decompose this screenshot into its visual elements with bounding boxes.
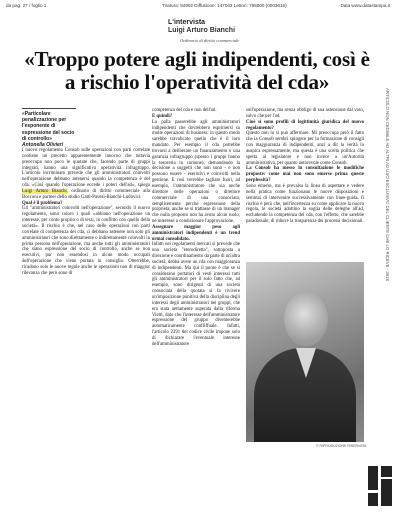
- paragraph: Gli "amministratori coinvolti nell'operazione", secondo il nuovo regolamento, sono coloro i quali «abbiano nell'operazione un interesse, per conto proprio o di terzi, in conflitto con quello della società». Il rischio è che, nel caso delle operazioni con parti correlate di competenza del cda, ci debbano astenere non solo gli amministratori che sono direttamente o indirettamente coinvolti in prima persona nell'operazione, ma anche tutti gli amministratori che siano espressione del socio di controllo, anche se non esecutivi, pur non essendosi in alcun modo occupati dell'operazione che viene portata in consiglio. Otterrebbe, ricadono solo le nuove regole anche le operazioni non di maggior rilevanza che però sono di: [22, 206, 150, 276]
- paragraph: Infatti nei regolamenti mercati si prevede che una società "eterodiretta", sottoposta a direzione e coordinamento da parte di un'altra società, debba avere un cda con maggioranza di indipendenti. Ma qui il punto è che se si considerano portatori di vesti interessi tutti gli amministratori per il solo fatto che, ad esempio, sono dirigenti di una società consociata della quotata si fa rivivere un'imposizione punitiva della disciplina degli interessi degli amministratori nei gruppi, che era stata nettamente superata dalla riforma Vietti, dato che l'interesse dell'amministratore espressione del gruppo diventerebbe automaticamente confliffuale. Infatti, l'articolo 2391 del codice civile impone solo di dichiarare l'eventuale interesse dell'amministratore: [152, 242, 240, 347]
- interviewee-name: Luigi Arturo Bianchi: [168, 27, 236, 34]
- interview-question: Assegnare maggior peso agli amministratori indipendenti è un trend ormai consolidato.: [152, 224, 240, 242]
- article-summary: [22, 108, 76, 148]
- article-column-2: [152, 108, 240, 348]
- interview-question: La Consob ha messo in consultazione le modifiche proposte: come mai non sono emerse prima queste perplessità?: [246, 166, 364, 184]
- article-author: Antonella Olivieri: [22, 142, 64, 149]
- interview-question: Qual è il problema?: [22, 200, 63, 206]
- article-column-3: [246, 108, 364, 225]
- interview-question: Cioè si sono profili di legittimità giuridica del nuovo regolamento?: [246, 119, 364, 131]
- article-column-1: [22, 148, 150, 277]
- clipping-header: [0, 0, 400, 12]
- article-headline: «Troppo potere agli indipendenti, così è a rischio l'operatività del cda»: [24, 47, 370, 94]
- section-kicker: L'intervista: [168, 19, 206, 26]
- summary-rule: [22, 108, 76, 109]
- paragraph: Sono emerse, ma è prevalsa la linea di aspettare e vedere nella pratica come funzionano le nuove disposizioni e semmai di intervenire successivamente con linee-guida. Il rischio è però che, nell'incertezza su come applicare la nuova regola, le società adottino la soglia delle deleghe all'ad, escludendo la competenza del cda, con l'effetto, che sarebbe paradossale, di ridurre la trasparenza dei processi decisionali.: [246, 183, 364, 225]
- margin-notice: ARTICOLO NON CEDIBILE AD ALTRI AD USO ESCLUSIVO DEL CLIENTE CHE LO RICEVE - 3618: [385, 88, 390, 281]
- page-reference: da pag. 27 / foglio 1: [6, 3, 47, 8]
- interviewee-role: Ordinario di diritto commerciale: [180, 38, 240, 43]
- summary-text: «Particolare penalizzazione per l'esponente di espressione del socio di controllo»: [22, 111, 75, 142]
- newspaper-logo-icon: [368, 466, 392, 506]
- interview-question: E quindi?: [152, 113, 173, 119]
- photo-face: [284, 292, 328, 346]
- paragraph: Questo non lo si può affermare. Mi preoccupa però il fatto che la Consob sembri spingere per la formazione di consigli con maggioranza di indipendenti, anzi a dir la verità lo auspica espressamente, ma questa è una scelta politica che spetta al legislatore e non invece a un'Autorità amministrativa, per quanto autorevole come Consob.: [246, 131, 364, 166]
- paragraph: sull'operazione, ma senza obbligo di sua astensione dal voto, salvo che per l'ad.: [246, 108, 364, 119]
- paragraph: I nuovo regolamento Consob sulle operazioni con parti correlate contiene un precetto apparentemente innocuo che tuttavia preoccupa non poco le quotate che, facendo parte di gruppi integrati, hanno una significativa operatività infragruppo. L'articolo incriminato prevede che gli amministratori coinvolti nell'operazione debbano astenersi quando la competenza è del cda. «Così quando l'operazione eccede i poteri dell'ad», spiega Luigi Arturo Bianchi, ordinario di diritto commerciale alla Bocconi e partner dello studio Gatti-Pavesi-Bianchi-Ludovici.: [22, 148, 150, 200]
- photo-credit: © RIPRODUZIONE RISERVATA: [316, 444, 367, 448]
- paragraph: competenza del cda e non dell'ad.: [152, 108, 217, 113]
- circulation-info: Tiratura: 94902 Diffusione: 147043 Lettori: 765000 (0003616): [162, 3, 287, 8]
- source-site: Data www.datastampa.it: [340, 3, 390, 8]
- paragraph: La palla passerebbe agli amministratori indipendenti che dovrebbero esprimersi su molte operazioni di business: in questo modo sarebbe travalicato quello che è il loro mandato. Per esempio il cda potrebbe trovarsi a deliberare un finanziamento o una garanzia infragruppo (spesso i gruppi hanno la tesoreria in comune), demandando la decisione a soggetti che non sono - e non possono essere - esecutivi e coinvolti nella gestione. E così verrebbe tagliato fuori, ad esempio, l'amministratore che sia anche direttore delle operazioni o direttore commerciale di una consociata, semplicemente perché espressione della proprietà, anche se si trattasse di un manager che nulla proposto non ha avuto alcun ruolo, né interesse a condizionare l'approvazione.: [152, 119, 240, 225]
- interviewee-photo: [246, 262, 364, 442]
- highlighted-name: Luigi Arturo Bianchi: [22, 188, 67, 194]
